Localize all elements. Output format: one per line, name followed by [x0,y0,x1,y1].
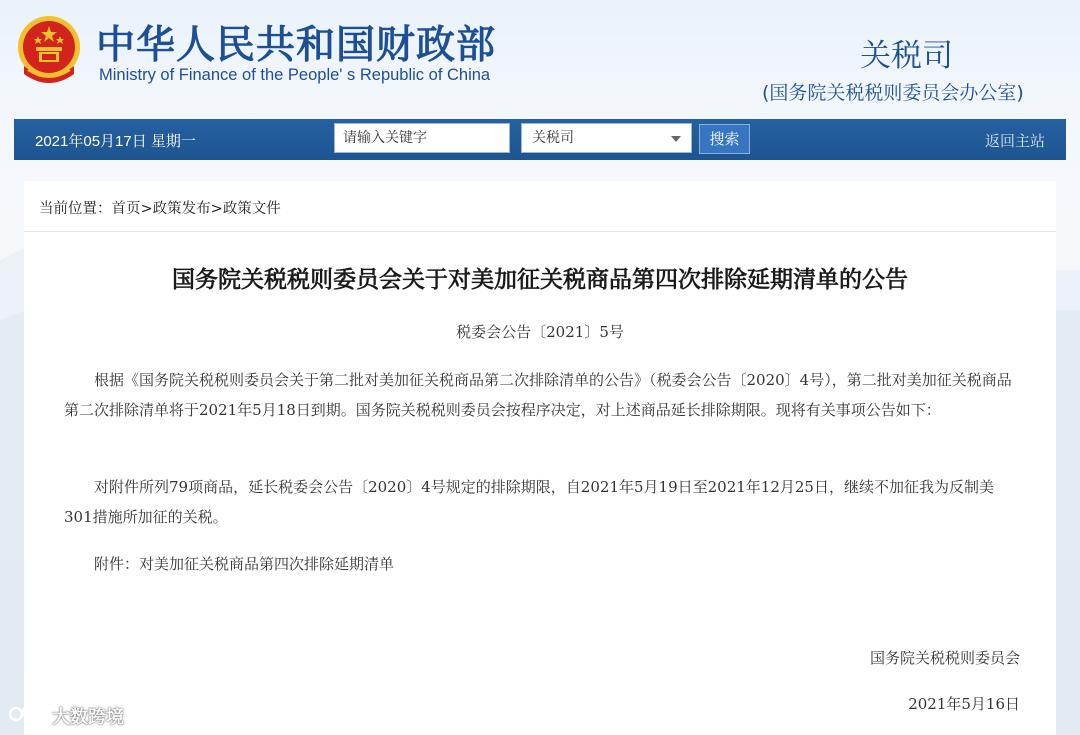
signature-date: 2021年5月16日 [908,695,1020,713]
site-header [0,0,1080,118]
breadcrumb [39,197,281,218]
brand-logo-icon [8,702,48,726]
search-input[interactable]: 请输入关键字 [334,123,510,153]
breadcrumb-home[interactable]: 首页 [111,201,141,217]
breadcrumb-separator: > [210,201,223,217]
office-name: (国务院关税税则委员会办公室) [762,82,1024,104]
national-emblem-icon[interactable] [16,14,82,84]
search-button[interactable]: 搜索 [699,124,750,154]
ministry-name-en[interactable]: Ministry of Finance of the People' s Republic of China [99,66,491,84]
chevron-down-icon [671,136,681,142]
department-name: 关税司 [860,38,953,74]
breadcrumb-separator: > [140,201,153,217]
return-home-link[interactable]: 返回主站 [984,132,1045,150]
content-panel [24,181,1056,735]
breadcrumb-policy-documents[interactable]: 政策文件 [222,201,281,217]
article-paragraph: 根据《国务院关税税则委员会关于第二批对美加征关税商品第二次排除清单的公告》（税委会公告〔2020〕4号），第二批对美加征关税商品第二次排除清单将于2021年5月18日到期。国务院关税税则委员会按程序决定，对上述商品延长排除期限。现将有关事项公告如下： [64,371,1012,419]
article-paragraph: 对附件所列79项商品，延长税委会公告〔2020〕4号规定的排除期限，自2021年5月19日至2021年12月25日，继续不加征我为反制美301措施所加征的关税。 [64,478,994,526]
article-title: 国务院关税税则委员会关于对美加征关税商品第四次排除延期清单的公告 [172,267,908,293]
document-number: 税委会公告〔2021〕5号 [456,323,624,341]
search-scope-value: 关税司 [532,130,574,146]
ministry-name-cn[interactable]: 中华人民共和国财政部 [96,23,497,68]
attachment-paragraph: 附件：对美加征关税商品第四次排除延期清单 [94,555,395,573]
breadcrumb-prefix: 当前位置： [39,201,112,217]
breadcrumb-policy-release[interactable]: 政策发布 [152,201,211,217]
search-scope-select[interactable] [521,123,692,153]
nav-bar [14,119,1066,160]
watermark-text: 大数跨境 [52,707,124,728]
divider [24,231,1056,232]
signature-organization: 国务院关税税则委员会 [869,649,1020,667]
current-date: 2021年05月17日 星期一 [35,133,196,150]
